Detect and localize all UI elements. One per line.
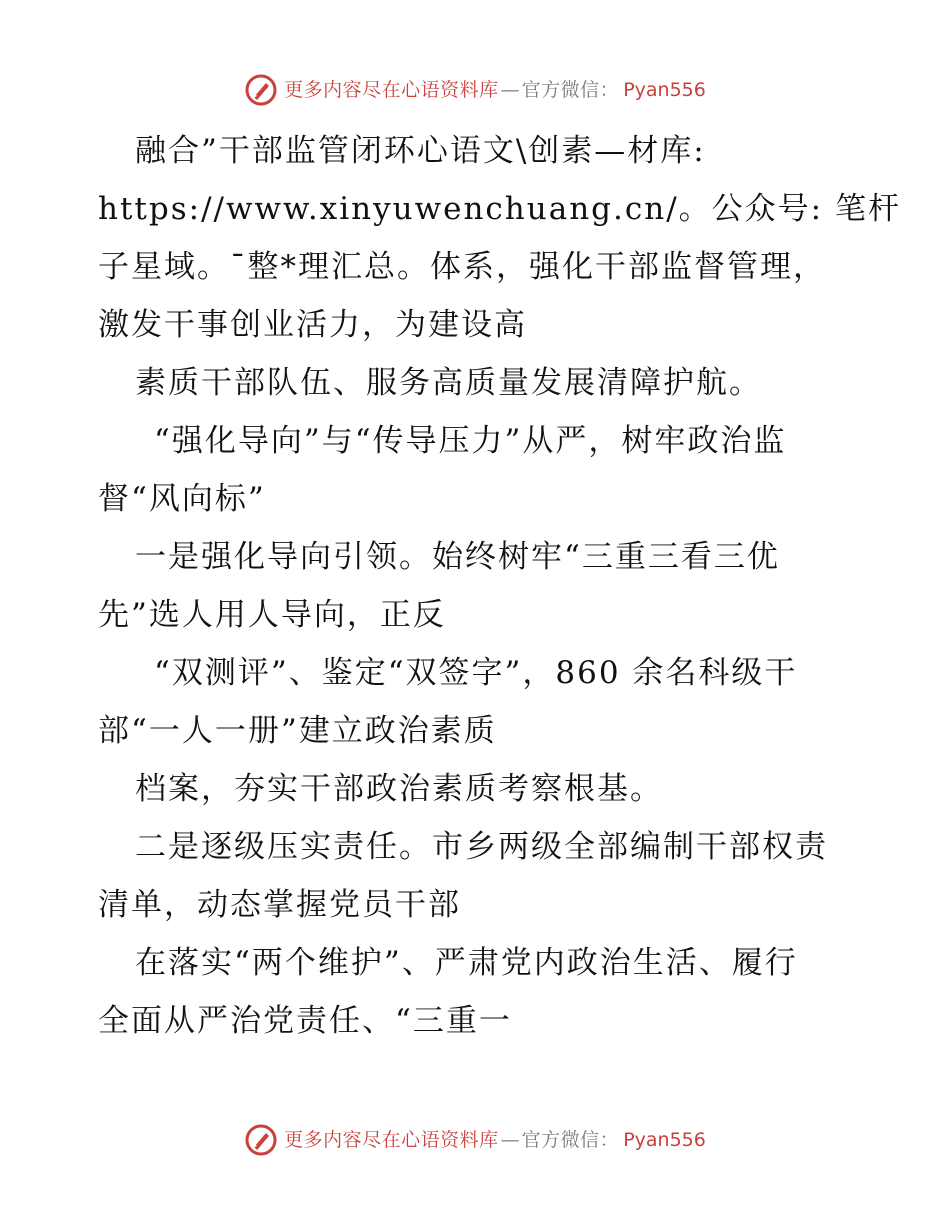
text-line: 全面从严治党责任、“三重一	[98, 1003, 512, 1039]
watermark-text: 更多内容尽在心语资料库	[284, 1128, 499, 1151]
text-line: 二是逐级压实责任。市乡两级全部编制干部权责	[135, 829, 828, 865]
text-line: “强化导向”与“传导压力”从严，树牢政治监	[154, 423, 787, 459]
text-line: 一是强化导向引领。始终树牢“三重三看三优	[135, 539, 780, 575]
pen-nib-logo-icon	[244, 73, 278, 107]
text-line: https://www.xinyuwenchuang.cn/。公众号: 笔杆	[98, 191, 901, 227]
text-line: 子星域。¯整*理汇总。体系，强化干部监督管理，	[98, 249, 826, 285]
watermark-wechat-id: Pyan556	[623, 78, 706, 101]
text-line: 融合”干部监管闭环心语文\创素—材库:	[135, 133, 706, 169]
text-line: 素质干部队伍、服务高质量发展清障护航。	[135, 365, 762, 401]
text-line: 激发干事创业活力，为建设高	[98, 307, 527, 343]
document-body	[98, 122, 901, 1050]
text-line: 档案，夯实干部政治素质考察根基。	[135, 771, 663, 807]
pen-nib-logo-icon	[244, 1123, 278, 1157]
text-line: 先”选人用人导向，正反	[98, 597, 446, 633]
text-line: 清单，动态掌握党员干部	[98, 887, 461, 923]
footer-watermark	[0, 1120, 950, 1160]
header-watermark	[0, 70, 950, 110]
watermark-wechat-label: 官方微信：	[521, 1128, 620, 1151]
watermark-text: 更多内容尽在心语资料库	[284, 78, 499, 101]
text-line: “双测评”、鉴定“双签字”，860 余名科级干	[154, 655, 798, 691]
text-line: 部“一人一册”建立政治素质	[98, 713, 497, 749]
watermark-dash: —	[500, 78, 520, 101]
text-line: 在落实“两个维护”、严肃党内政治生活、履行	[135, 945, 798, 981]
watermark-wechat-label: 官方微信：	[521, 78, 620, 101]
watermark-wechat-id: Pyan556	[623, 1128, 706, 1151]
watermark-dash: —	[500, 1128, 520, 1151]
text-line: 督“风向标”	[98, 481, 266, 517]
